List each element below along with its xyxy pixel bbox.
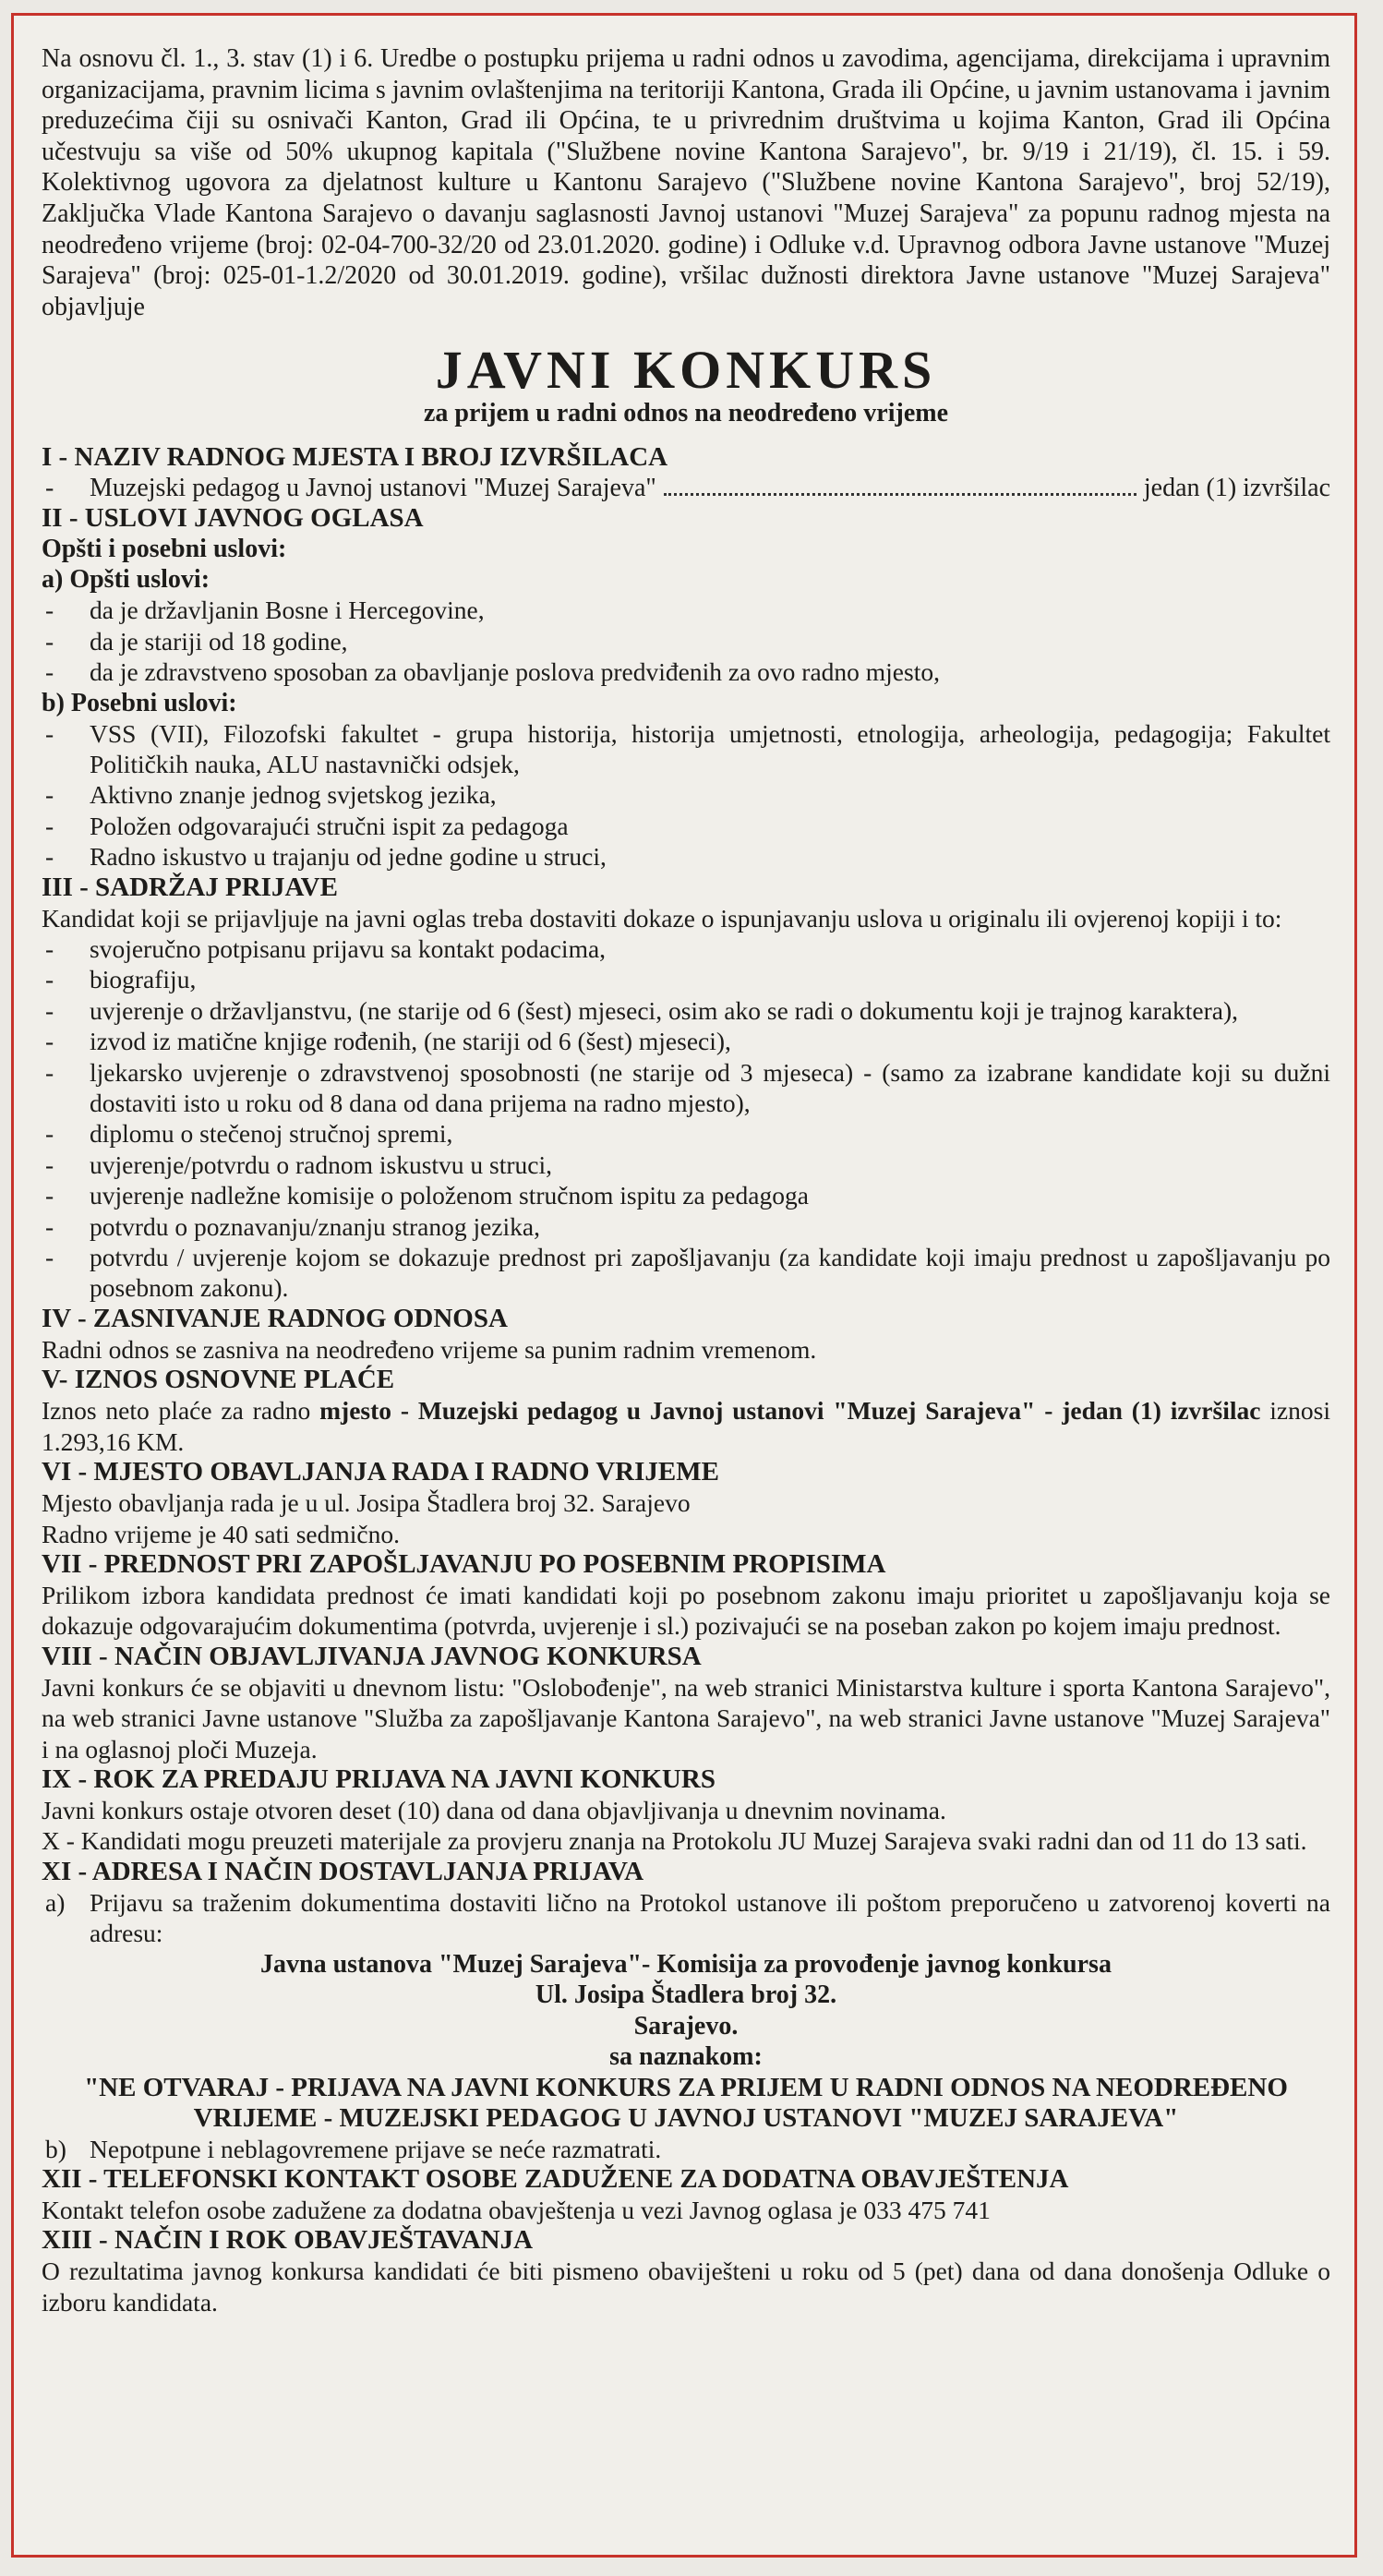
position-count: jedan (1) izvršilac	[1143, 474, 1330, 503]
dash-marker: -	[45, 474, 54, 503]
document-subtitle: za prijem u radni odnos na neodređeno vrijeme	[423, 399, 949, 428]
position-name: Muzejski pedagog u Javnoj ustanovi "Muzej Sarajeva"	[90, 474, 656, 503]
application-documents-list	[42, 933, 1330, 1304]
list-item: - potvrdu o poznavanju/znanju stranog jezika,	[42, 1211, 1330, 1242]
section-5-heading: V- IZNOS OSNOVNE PLAĆE	[42, 1365, 395, 1395]
address-line-1: Javna ustanova "Muzej Sarajeva"- Komisija za provođenje javnog konkursa	[260, 1949, 1112, 1979]
section-10-text: X - Kandidati mogu preuzeti materijale za provjeru znanja na Protokolu JU Muzej Sarajeva svaki radni dan od 11 do 13 sati.	[42, 1826, 1307, 1856]
section-7-heading: VII - PREDNOST PRI ZAPOŠLJAVANJU PO POSEBNIM PROPISIMA	[42, 1548, 886, 1579]
section-5-text	[42, 1395, 1330, 1457]
general-conditions-list	[42, 595, 1330, 687]
section-8-heading: VIII - NAČIN OBJAVLJIVANJA JAVNOG KONKURSA	[42, 1641, 702, 1671]
incomplete-applications-note: Nepotpune i neblagovremene prijave se neće razmatrati.	[90, 2134, 662, 2163]
section-6-heading: VI - MJESTO OBAVLJANJA RADA I RADNO VRIJEME	[42, 1457, 719, 1487]
delivery-list-b	[42, 2134, 1330, 2164]
delivery-instructions: Prijavu sa traženim dokumentima dostaviti lično na Protokol ustanove ili poštom preporučeno u zatvorenoj koverti na adresu:	[90, 1887, 1330, 1948]
contact-phone-text: Kontakt telefon osobe zadužene za dodatna obavještenja u vezi Javnog oglasa je 033 475 741	[42, 2195, 991, 2224]
address-line-4: sa naznakom:	[609, 2042, 763, 2072]
list-item: - VSS (VII), Filozofski fakultet - grupa historija, historija umjetnosti, etnologija, arheologija, pedagogija; Fakultet Političkih nauka, ALU nastavnički odsjek,	[42, 718, 1330, 780]
section-1-heading: I - NAZIV RADNOG MJESTA I BROJ IZVRŠILACA	[42, 442, 668, 473]
salary-text-start: Iznos neto plaće za radno	[42, 1396, 320, 1426]
dotted-leader	[664, 493, 1136, 496]
address-line-2: Ul. Josipa Štadlera broj 32.	[535, 1980, 837, 2010]
list-item: - biografiju,	[42, 964, 1330, 994]
working-hours: Radno vrijeme je 40 sati sedmično.	[42, 1519, 400, 1548]
delivery-list-a	[42, 1887, 1330, 1949]
section-7-text: Prilikom izbora kandidata prednost će imati kandidati koji po posebnom zakonu imaju prioritet u zapošljavanju koja se dokazuje odgovarajućim dokumentima (potvrda, uvjerenje i sl.) pozivajući se na poseban zakon po kojem imaju prednost.	[42, 1580, 1330, 1641]
work-location: Mjesto obavljanja rada je u ul. Josipa Štadlera broj 32. Sarajevo	[42, 1488, 691, 1518]
special-conditions-list	[42, 718, 1330, 873]
list-item: - svojeručno potpisanu prijavu sa kontakt podacima,	[42, 933, 1330, 964]
notice-page	[11, 13, 1357, 2558]
general-conditions-a-heading: a) Opšti uslovi:	[42, 565, 210, 595]
section-9-heading: IX - ROK ZA PREDAJU PRIJAVA NA JAVNI KONKURS	[42, 1763, 716, 1794]
list-item: - da je državljanin Bosne i Hercegovine,	[42, 595, 1330, 625]
list-marker: b)	[45, 2134, 66, 2163]
salary-position: mjesto - Muzejski pedagog u Javnoj ustanovi "Muzej Sarajeva" - jedan (1) izvršilac	[319, 1396, 1261, 1426]
section-8-text: Javni konkurs će se objaviti u dnevnom listu: "Oslobođenje", na web stranici Ministarstva kulture i sporta Kantona Sarajevo", na web stranici Javne ustanove "Služba za zapošljavanje Kantona Sarajevo", na web stranici Javne ustanove "Muzej Sarajeva" i na oglasnoj ploči Muzeja.	[42, 1672, 1330, 1763]
section-13-text: O rezultatima javnog konkursa kandidati će biti pismeno obaviješteni u roku od 5 (pet) dana od dana donošenja Odluke o izboru kandidata.	[42, 2257, 1330, 2317]
section-2-heading: II - USLOVI JAVNOG OGLASA	[42, 503, 424, 534]
position-row	[42, 473, 1330, 503]
section-11-heading: XI - ADRESA I NAČIN DOSTAVLJANJA PRIJAVA	[42, 1856, 644, 1886]
list-item: - Aktivno znanje jednog svjetskog jezika,	[42, 779, 1330, 810]
list-item	[42, 2134, 1330, 2164]
list-marker: a)	[45, 1887, 66, 1917]
document-title: JAVNI KONKURS	[435, 340, 937, 401]
section-3-text: Kandidat koji se prijavljuje na javni oglas treba dostaviti dokaze o ispunjavanju uslova u originalu ili ovjerenoj kopiji i to:	[42, 903, 1282, 933]
section-3-heading: III - SADRŽAJ PRIJAVE	[42, 872, 338, 902]
intro-paragraph: Na osnovu čl. 1., 3. stav (1) i 6. Uredbe o postupku prijema u radni odnos u zavodima, agencijama, direkcijama i upravnim organizacijama, pravnim licima s javnim ovlaštenjima na teritoriji Kantona, Grada ili Općine, u javnim ustanovama i javnim preduzećima čiji su osnivači Kanton, Grad ili Općina, te u privrednim društvima u kojima Kanton, Grad ili Općina učestvuju sa više od 50% ukupnog kapitala ("Službene novine Kantona Sarajevo", br. 9/19 i 21/19), čl. 15. i 59. Kolektivnog ugovora za djelatnost kulture u Kantonu Sarajevo ("Službene novine Kantona Sarajevo", broj 52/19), Zaključka Vlade Kantona Sarajevo o davanju saglasnosti Javnoj ustanovi "Muzej Sarajeva" za popunu radnog mjesta na neodređeno vrijeme (broj: 02-04-700-32/20 od 23.01.2020. godine) i Odluke v.d. Upravnog odbora Javne ustanove "Muzej Sarajeva" (broj: 025-01-1.2/2020 od 30.01.2019. godine), vršilac dužnosti direktora Javne ustanove "Muzej Sarajeva" objavljuje	[42, 44, 1330, 321]
list-item: - diplomu o stečenoj stručnoj spremi,	[42, 1118, 1330, 1149]
section-4-heading: IV - ZASNIVANJE RADNOG ODNOSA	[42, 1303, 508, 1333]
list-item: - potvrdu / uvjerenje kojom se dokazuje prednost pri zapošljavanju (za kandidate koji imaju prednost u zapošljavanju po posebnom zakonu).	[42, 1242, 1330, 1304]
address-line-3: Sarajevo.	[633, 2011, 739, 2040]
section-4-text: Radni odnos se zasniva na neodređeno vrijeme sa punim radnim vremenom.	[42, 1334, 817, 1364]
list-item: - da je stariji od 18 godine,	[42, 626, 1330, 656]
list-item: - ljekarsko uvjerenje o zdravstvenoj sposobnosti (ne starije od 3 mjeseca) - (samo za izabrane kandidate koji su dužni dostaviti isto u roku od 8 dana od dana prijema na radno mjesto),	[42, 1057, 1330, 1119]
salary-amount: iznosi 1.293,16 KM.	[42, 1396, 1330, 1456]
envelope-notice: "NE OTVARAJ - PRIJAVA NA JAVNI KONKURS ZA PRIJEM U RADNI ODNOS NA NEODREĐENO VRIJEME - MUZEJSKI PEDAGOG U JAVNOJ USTANOVI "MUZEJ SARAJEVA"	[84, 2072, 1288, 2133]
list-item: - Položen odgovarajući stručni ispit za pedagoga	[42, 811, 1330, 841]
list-item: - uvjerenje nadležne komisije o položenom stručnom ispitu za pedagoga	[42, 1180, 1330, 1210]
list-item	[42, 1887, 1330, 1949]
section-12-heading: XII - TELEFONSKI KONTAKT OSOBE ZADUŽENE ZA DODATNA OBAVJEŠTENJA	[42, 2163, 1069, 2194]
list-item: - uvjerenje o državljanstvu, (ne starije od 6 (šest) mjeseci, osim ako se radi o dokumentu koji je trajnog karaktera),	[42, 995, 1330, 1026]
section-9-text: Javni konkurs ostaje otvoren deset (10) dana od dana objavljivanja u dnevnim novinama.	[42, 1795, 946, 1824]
special-conditions-heading: b) Posebni uslovi:	[42, 688, 237, 717]
general-conditions-heading: Opšti i posebni uslovi:	[42, 535, 287, 564]
list-item: - izvod iz matične knjige rođenih, (ne stariji od 6 (šest) mjeseci),	[42, 1026, 1330, 1056]
section-13-heading: XIII - NAČIN I ROK OBAVJEŠTAVANJA	[42, 2225, 534, 2256]
list-item: - uvjerenje/potvrdu o radnom iskustvu u struci,	[42, 1150, 1330, 1180]
list-item: - Radno iskustvo u trajanju od jedne godine u struci,	[42, 841, 1330, 872]
list-item: - da je zdravstveno sposoban za obavljanje poslova predviđenih za ovo radno mjesto,	[42, 656, 1330, 687]
